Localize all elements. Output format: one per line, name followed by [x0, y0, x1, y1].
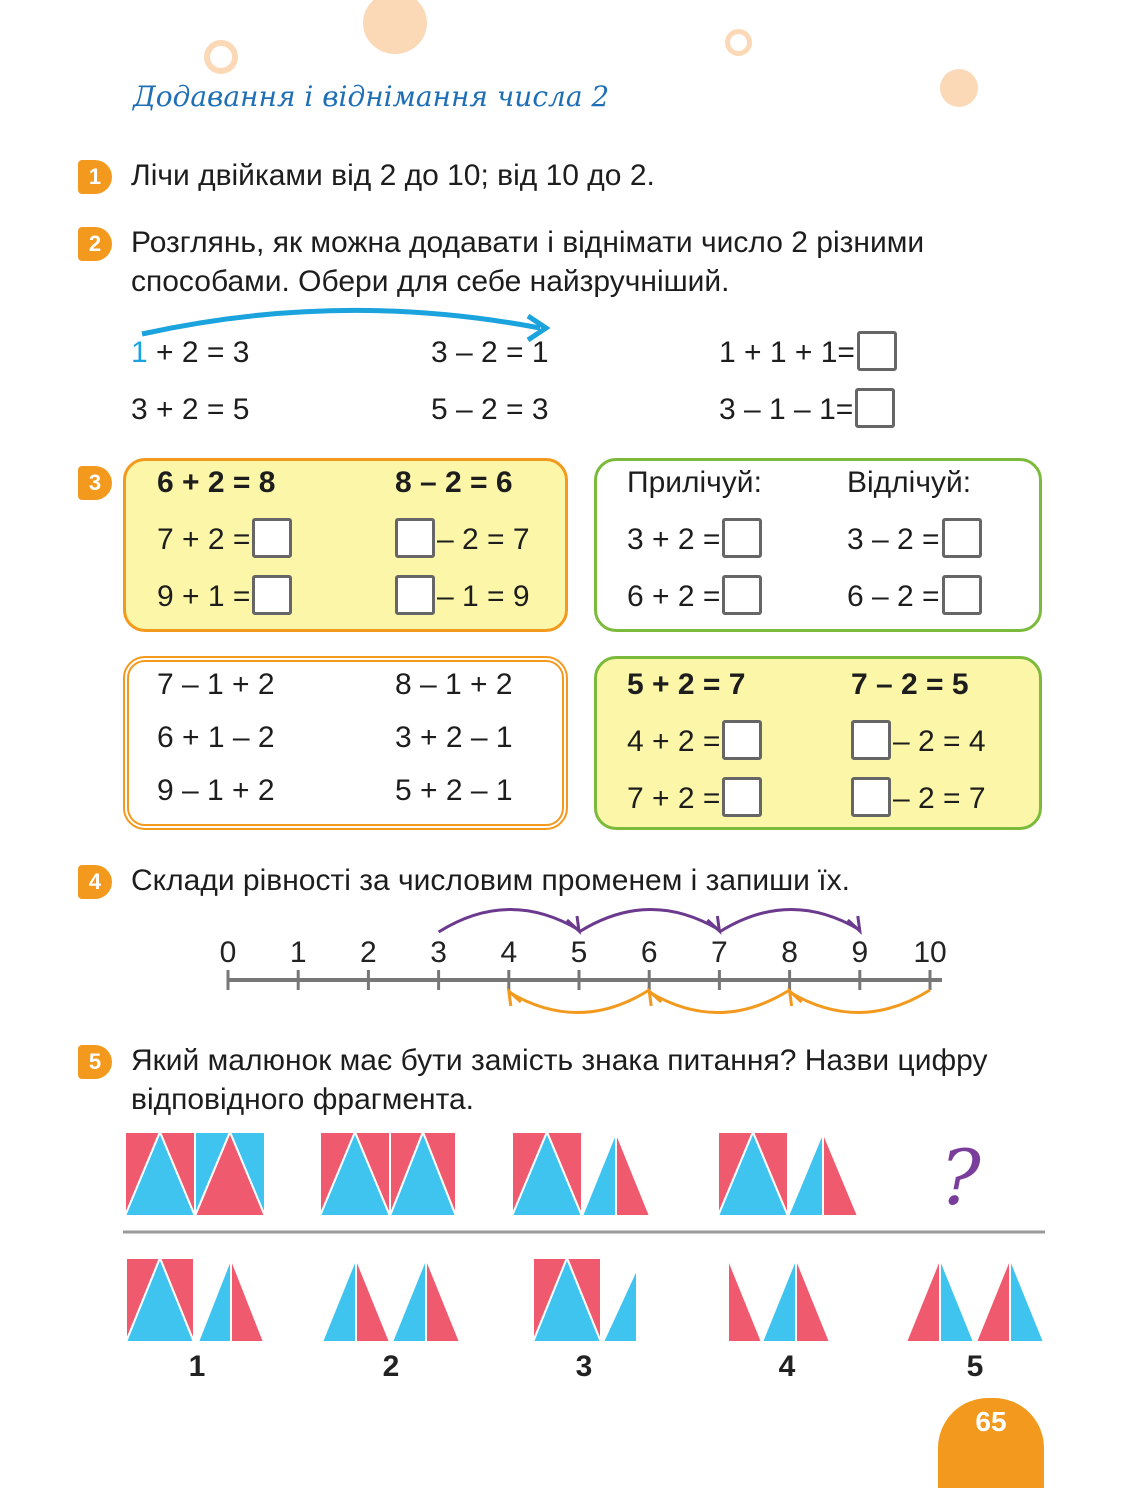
equation-with-blank: – 2 = 4: [849, 724, 986, 760]
equation-with-blank: 6 – 2 =: [847, 579, 984, 615]
number-line-label: 7: [711, 936, 728, 969]
number-line-label: 10: [913, 936, 947, 969]
half-triangle: [322, 1258, 356, 1342]
half-triangle: [906, 1258, 940, 1342]
equation: 3 + 2 = 5: [131, 393, 250, 426]
half-triangle: [231, 1258, 264, 1342]
equation-with-blank: 3 – 1 – 1=: [719, 392, 897, 428]
half-triangle: [356, 1258, 390, 1342]
equation-with-blank: 6 + 2 =: [627, 579, 764, 615]
half-triangle: [728, 1258, 762, 1342]
expression: 6 + 1 – 2: [157, 721, 275, 754]
half-triangle: [392, 1258, 426, 1342]
equation-with-blank: 1 + 1 + 1=: [719, 335, 899, 371]
number-line-label: 6: [640, 936, 658, 969]
equation: 1 + 2 = 3: [131, 336, 250, 369]
expression: 8 – 1 + 2: [395, 668, 513, 701]
equation-with-blank: 9 + 1 =: [157, 579, 294, 615]
half-triangle: [198, 1258, 231, 1342]
equation: 5 – 2 = 3: [431, 393, 549, 426]
equation-with-blank: – 2 = 7: [393, 522, 530, 558]
equation-with-blank: 3 + 2 =: [627, 522, 764, 558]
number-line-label: 3: [430, 936, 447, 969]
page-title: Додавання і віднімання числа 2: [133, 80, 610, 113]
task-5-text-line2: відповідного фрагмента.: [131, 1083, 474, 1116]
task-5-text-line1: Який малюнок має бути замість знака питання? Назви цифру: [131, 1044, 988, 1077]
option-number[interactable]: 4: [778, 1350, 796, 1383]
panel-heading: Відлічуй:: [847, 466, 972, 499]
equation-with-blank: 3 – 2 =: [847, 522, 984, 558]
option-number[interactable]: 5: [966, 1350, 984, 1383]
equation-with-blank: 4 + 2 =: [627, 724, 764, 760]
equation-with-blank: – 2 = 7: [849, 781, 986, 817]
half-triangle: [582, 1132, 616, 1216]
half-triangle: [1010, 1258, 1044, 1342]
task-number-badge: 5: [78, 1045, 112, 1079]
page-number: 65: [938, 1398, 1044, 1488]
task-2-text-line1: Розглянь, як можна додавати і віднімати число 2 різними: [131, 226, 925, 259]
question-mark: ?: [940, 1133, 981, 1222]
example-equation: 5 + 2 = 7: [627, 668, 746, 701]
half-triangle: [823, 1132, 858, 1216]
example-equation: 6 + 2 = 8: [157, 466, 276, 499]
half-triangle: [976, 1258, 1010, 1342]
number-line-label: 8: [781, 936, 798, 969]
half-triangle: [940, 1258, 974, 1342]
task-number-badge: 2: [78, 227, 112, 261]
task-2-text-line2: способами. Обери для себе найзручніший.: [131, 265, 730, 298]
option-number[interactable]: 1: [188, 1350, 206, 1383]
half-triangle: [603, 1268, 637, 1342]
half-triangle: [762, 1258, 796, 1342]
task-1-text: Лічи двійками від 2 до 10; від 10 до 2.: [131, 159, 655, 192]
example-equation: 7 – 2 = 5: [851, 668, 969, 701]
task-number-badge: 3: [78, 466, 112, 500]
equation-with-blank: 7 + 2 =: [627, 781, 764, 817]
example-equation: 8 – 2 = 6: [395, 466, 513, 499]
task-number-badge: 1: [78, 160, 112, 194]
number-line-label: 4: [500, 936, 518, 969]
task-4-text: Склади рівності за числовим променем і запиши їх.: [131, 864, 850, 897]
number-line-label: 5: [570, 936, 588, 969]
number-line-label: 0: [219, 936, 237, 969]
half-triangle: [788, 1132, 823, 1216]
half-triangle: [616, 1132, 650, 1216]
highlighted-start: 1: [131, 336, 148, 369]
equation: 3 – 2 = 1: [431, 336, 549, 369]
expression: 7 – 1 + 2: [157, 668, 275, 701]
option-number[interactable]: 2: [382, 1350, 400, 1383]
half-triangle: [426, 1258, 460, 1342]
number-line-label: 2: [360, 936, 377, 969]
option-number[interactable]: 3: [575, 1350, 593, 1383]
equation-with-blank: – 1 = 9: [393, 579, 530, 615]
number-line-label: 9: [851, 936, 869, 969]
expression: 3 + 2 – 1: [395, 721, 513, 754]
expression: 9 – 1 + 2: [157, 774, 275, 807]
panel-heading: Прилічуй:: [627, 466, 762, 499]
task-number-badge: 4: [78, 865, 112, 899]
expression: 5 + 2 – 1: [395, 774, 513, 807]
number-line-label: 1: [289, 936, 307, 969]
equation-with-blank: 7 + 2 =: [157, 522, 294, 558]
half-triangle: [796, 1258, 830, 1342]
